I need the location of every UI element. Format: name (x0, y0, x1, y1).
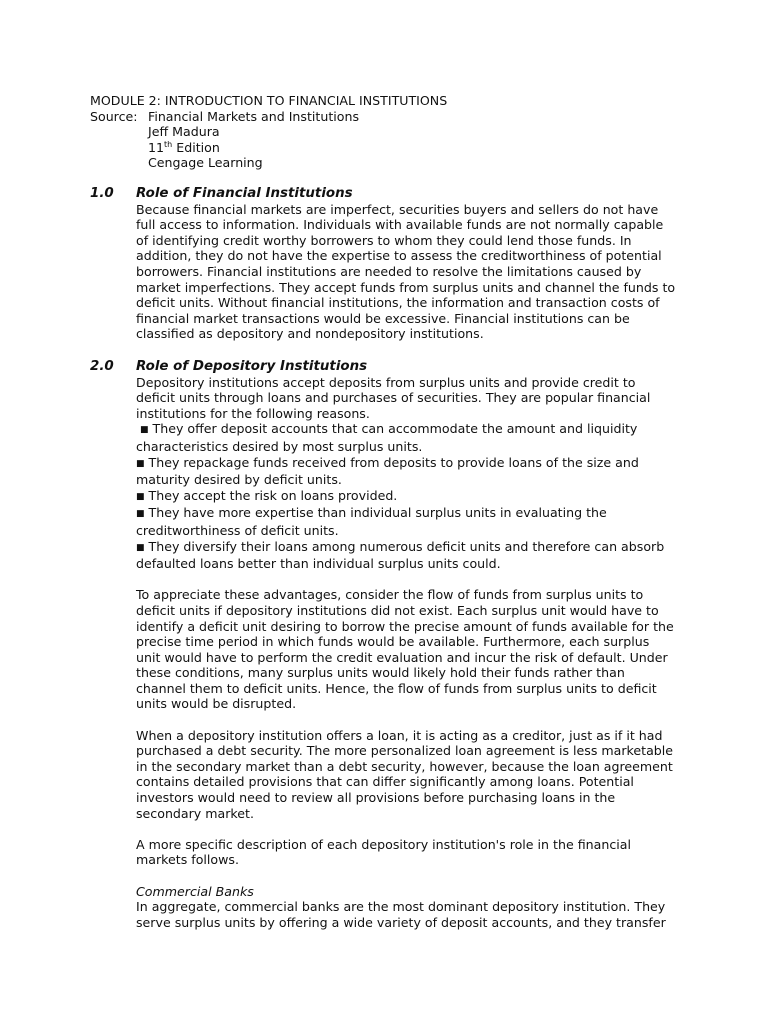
list-item (136, 455, 676, 488)
paragraph: Because financial markets are imperfect, securities buyers and sellers do not have full access to information. Individuals with available funds are not normally capable of identifying credit worthy borrowers to whom they could lend those funds. In addition, they do not have the expertise to assess the creditworthiness of potential borrowers. Financial institutions are needed to resolve the limitations caused by market imperfections. They accept funds from surplus units and channel the funds to deficit units. Without financial institutions, the information and transaction costs of financial market transactions would be excessive. Financial institutions can be classified as depository and nondepository institutions. (136, 201, 676, 342)
bullet-mark: ■ (136, 491, 145, 502)
bullet-mark: ■ (136, 458, 145, 469)
bullet-text: They diversify their loans among numerous deficit units and therefore can absorb defaulted loans better than individual surplus units could. (136, 538, 665, 572)
list-item (136, 488, 676, 506)
section-title: Role of Financial Institutions (136, 186, 353, 201)
paragraph: When a depository institution offers a loan, it is acting as a creditor, just as if it had purchased a debt security. The more personalized loan agreement is less marketable in the secondary market than a debt security, however, because the loan agreement contains detailed provisions that can differ significantly among loans. Potential investors would need to review all provisions before purchasing loans in the secondary market. (136, 727, 674, 821)
bullet-text: They repackage funds received from deposits to provide loans of the size and maturity desired by deficit units. (136, 454, 639, 488)
source-author: Jeff Madura (148, 124, 220, 140)
section-body (136, 375, 676, 931)
bullet-text: They offer deposit accounts that can accommodate the amount and liquidity characteristics desired by most surplus units. (136, 421, 638, 454)
list-item (136, 421, 676, 454)
bullet-mark: ■ (136, 542, 145, 553)
edition-word: Edition (172, 139, 220, 155)
bullet-mark: ■ (136, 509, 145, 520)
paragraph: In aggregate, commercial banks are the most dominant depository institution. They serve surplus units by offering a wide variety of deposit accounts, and they transfer (136, 899, 666, 930)
section-heading (90, 359, 690, 375)
document-header (90, 93, 447, 171)
paragraph: A more specific description of each depository institution's role in the financial markets follows. (136, 836, 631, 868)
section-1 (90, 186, 690, 342)
section-2 (90, 359, 690, 930)
bullet-mark: ■ (140, 425, 149, 436)
list-item (136, 539, 676, 572)
edition-number: 11 (148, 139, 165, 155)
section-title: Role of Depository Institutions (136, 359, 368, 374)
section-number: 1.0 (90, 186, 114, 201)
source-label: Source: (90, 108, 138, 124)
section-body (136, 202, 676, 342)
source-edition (90, 140, 447, 156)
source-title: Financial Markets and Institutions (148, 108, 359, 124)
section-number: 2.0 (90, 359, 114, 374)
paragraph: To appreciate these advantages, consider the flow of funds from surplus units to deficit units if depository institutions did not exist. Each surplus unit would have to identify a deficit unit desiring to borrow the precise amount of funds available for the precise time period in which funds would be available. Furthermore, each surplus unit would have to perform the credit evaluation and incur the risk of default. Under these conditions, many surplus units would likely hold their funds rather than channel them to deficit units. Hence, the flow of funds from surplus units to deficit units would be disrupted. (136, 587, 674, 712)
edition-suffix: th (164, 139, 173, 149)
module-title: MODULE 2: INTRODUCTION TO FINANCIAL INSTITUTIONS (90, 93, 448, 108)
source-publisher: Cengage Learning (148, 155, 263, 171)
subheading-commercial-banks: Commercial Banks (136, 883, 254, 899)
bullet-text: They have more expertise than individual surplus units in evaluating the creditworthiness of deficit units. (136, 505, 607, 538)
source-line (90, 109, 447, 125)
bullet-text: They accept the risk on loans provided. (148, 487, 398, 503)
section-heading (90, 186, 690, 202)
paragraph-intro: Depository institutions accept deposits from surplus units and provide credit to deficit units through loans and purchases of securities. They are popular financial institutions for the following reasons. (136, 374, 651, 421)
list-item (136, 505, 676, 538)
